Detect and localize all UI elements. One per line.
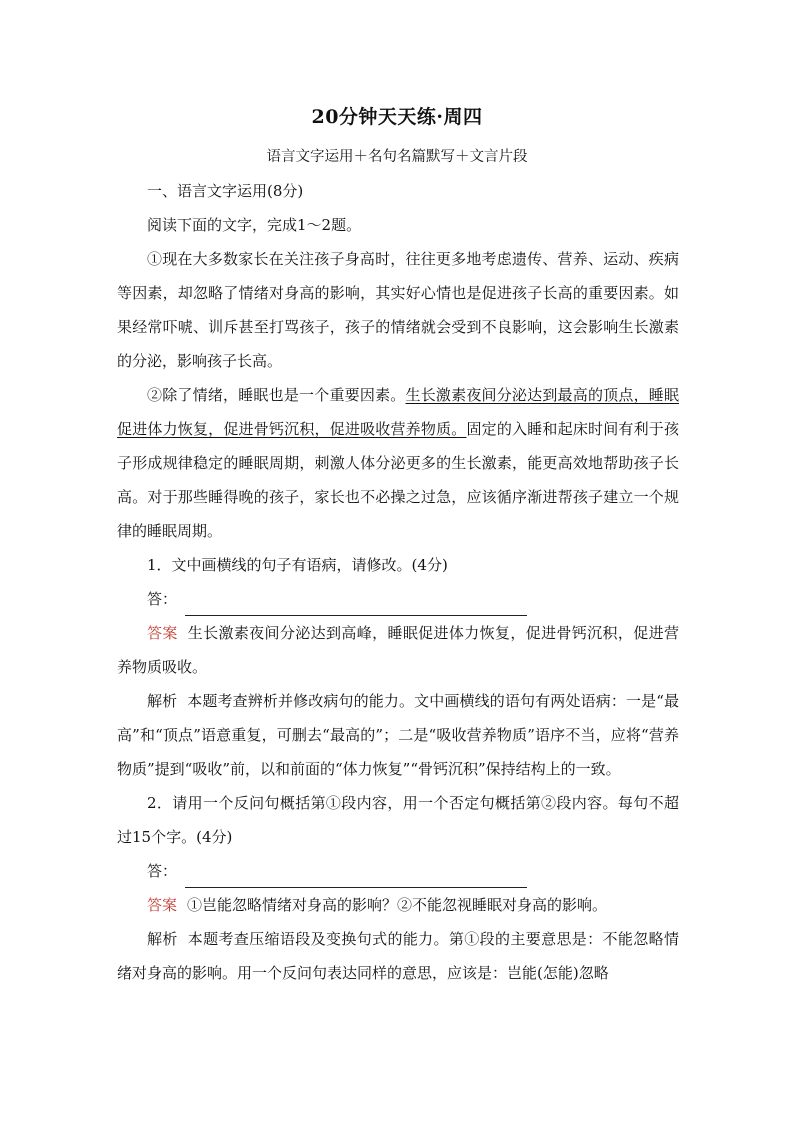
analysis-tag: 解析: [147, 692, 178, 710]
answer-tag: 答案: [147, 896, 178, 914]
passage-paragraph-1: ①现在大多数家长在关注孩子身高时，往往更多地考虑遗传、营养、运动、疾病等因素，却忽略了情绪对身高的影响，其实好心情也是促进孩子长高的重要因素。如果经常吓唬、训斥甚至打骂孩子，孩子的情绪就会受到不良影响，这会影响生长激素的分泌，影响孩子长高。: [117, 250, 679, 370]
question-2: 2．请用一个反问句概括第①段内容，用一个否定句概括第②段内容。每句不超过15个字。(4分): [117, 794, 679, 846]
paragraph-2-lead: ②除了情绪，睡眠也是一个重要因素。: [147, 386, 406, 404]
answer-2: [117, 888, 679, 922]
answer-1: [117, 616, 679, 684]
analysis-2-text: 本题考查压缩语段及变换句式的能力。第①段的主要意思是：不能忽略情绪对身高的影响。用一个反问句表达同样的意思，应该是：岂能(怎能)忽略: [117, 930, 679, 982]
analysis-1-text: 本题考查辨析并修改病句的能力。文中画横线的语句有两处语病：一是“最高”和“顶点”语意重复，可删去“最高的”；二是“吸收营养物质”语序不当，应将“营养物质”提到“吸收”前，以和前面的“体力恢复”“骨钙沉积”保持结构上的一致。: [117, 692, 679, 778]
answer-tag: 答案: [147, 624, 178, 642]
passage-paragraph-2: [117, 378, 679, 548]
underlined-sentence: 生长激素夜间分泌达到最高的顶点，睡眠促进体力恢复，促进骨钙沉积，促进吸收营养物质。: [117, 386, 679, 438]
document-body: [117, 174, 679, 990]
answer-2-text: ①岂能忽略情绪对身高的影响？②不能忽视睡眠对身高的影响。: [187, 896, 608, 914]
analysis-2: [117, 922, 679, 990]
answer-prompt: 答：: [147, 862, 178, 880]
section-heading: 一、语言文字运用(8分): [147, 182, 304, 200]
analysis-1: [117, 684, 679, 786]
answer-1-text: 生长激素夜间分泌达到高峰，睡眠促进体力恢复，促进骨钙沉积，促进营养物质吸收。: [117, 624, 679, 676]
analysis-tag: 解析: [147, 930, 178, 948]
answer-blank-1: [117, 582, 679, 616]
paragraph-2-rest: 固定的入睡和起床时间有利于孩子形成规律稳定的睡眠周期，刺激人体分泌更多的生长激素，能更高效地帮助孩子长高。对于那些睡得晚的孩子，家长也不必操之过急，应该循序渐进帮孩子建立一个规律的睡眠周期。: [117, 420, 679, 540]
reading-instruction: 阅读下面的文字，完成1～2题。: [147, 216, 362, 234]
question-1: 1．文中画横线的句子有语病，请修改。(4分): [147, 556, 448, 574]
answer-blank-2: [117, 854, 679, 888]
answer-line: [185, 865, 527, 888]
page-title: 20分钟天天练·周四: [311, 106, 483, 128]
page-subtitle: 语言文字运用＋名句名篇默写＋文言片段: [266, 149, 528, 165]
answer-line: [185, 593, 527, 616]
answer-prompt: 答：: [147, 590, 178, 608]
